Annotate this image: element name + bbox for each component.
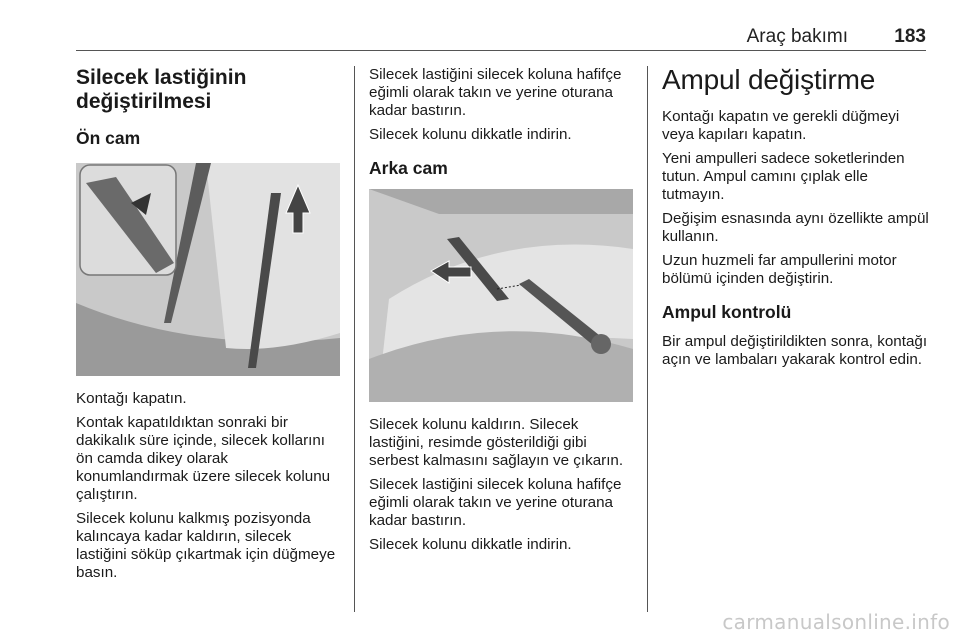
subheading-rear-window: Arka cam	[369, 158, 448, 178]
paragraph: Yeni ampulleri sadece soketlerinden tutun. Ampul camını çıplak elle tutmayın.	[662, 150, 905, 203]
header-title: Araç bakımı	[746, 26, 848, 47]
column-divider-1	[354, 66, 355, 612]
paragraph: Kontak kapatıldıktan sonraki bir dakikalık süre içinde, silecek kollarını ön camda dikey olarak konumlandırmak üzere silecek kolunu çalıştırın.	[76, 414, 331, 503]
page-header	[76, 26, 926, 51]
paragraph: Silecek kolunu dikkatle indirin.	[369, 536, 572, 553]
column-3	[662, 66, 930, 375]
windscreen-wiper-illustration	[76, 163, 340, 376]
paragraph: Silecek kolunu kaldırın. Silecek lastiğini, resimde gösterildiği gibi serbest kalmasını sağlayın ve çıkarın.	[369, 416, 624, 469]
paragraph: Değişim esnasında aynı özellikte ampül kullanın.	[662, 210, 929, 245]
paragraph: Uzun huzmeli far ampullerini motor bölümü içinden değiştirin.	[662, 252, 897, 287]
paragraph: Kontağı kapatın ve gerekli düğmeyi veya kapıları kapatın.	[662, 108, 900, 143]
subheading-windscreen: Ön cam	[76, 128, 141, 148]
watermark: carmanualsonline.info	[722, 610, 950, 634]
paragraph: Kontağı kapatın.	[76, 390, 187, 407]
section-heading-bulb-replacement: Ampul değiştirme	[662, 64, 876, 95]
column-divider-2	[647, 66, 648, 612]
rear-wiper-illustration	[369, 189, 633, 402]
page-number: 183	[894, 26, 926, 47]
subheading-bulb-check: Ampul kontrolü	[662, 302, 792, 322]
paragraph: Silecek lastiğini silecek koluna hafifçe eğimli olarak takın ve yerine oturana kadar bastırın.	[369, 66, 622, 119]
paragraph: Bir ampul değiştirildikten sonra, kontağı açın ve lambaları yakarak kontrol edin.	[662, 333, 928, 368]
column-2	[369, 66, 633, 560]
column-1	[76, 66, 344, 588]
section-heading-wiper-blade: Silecek lastiğinin değiştirilmesi	[76, 66, 247, 113]
paragraph: Silecek lastiğini silecek koluna hafifçe eğimli olarak takın ve yerine oturana kadar bastırın.	[369, 476, 622, 529]
paragraph: Silecek kolunu kalkmış pozisyonda kalıncaya kadar kaldırın, silecek lastiğini söküp çıkartmak için düğmeye basın.	[76, 510, 336, 581]
paragraph: Silecek kolunu dikkatle indirin.	[369, 126, 572, 143]
